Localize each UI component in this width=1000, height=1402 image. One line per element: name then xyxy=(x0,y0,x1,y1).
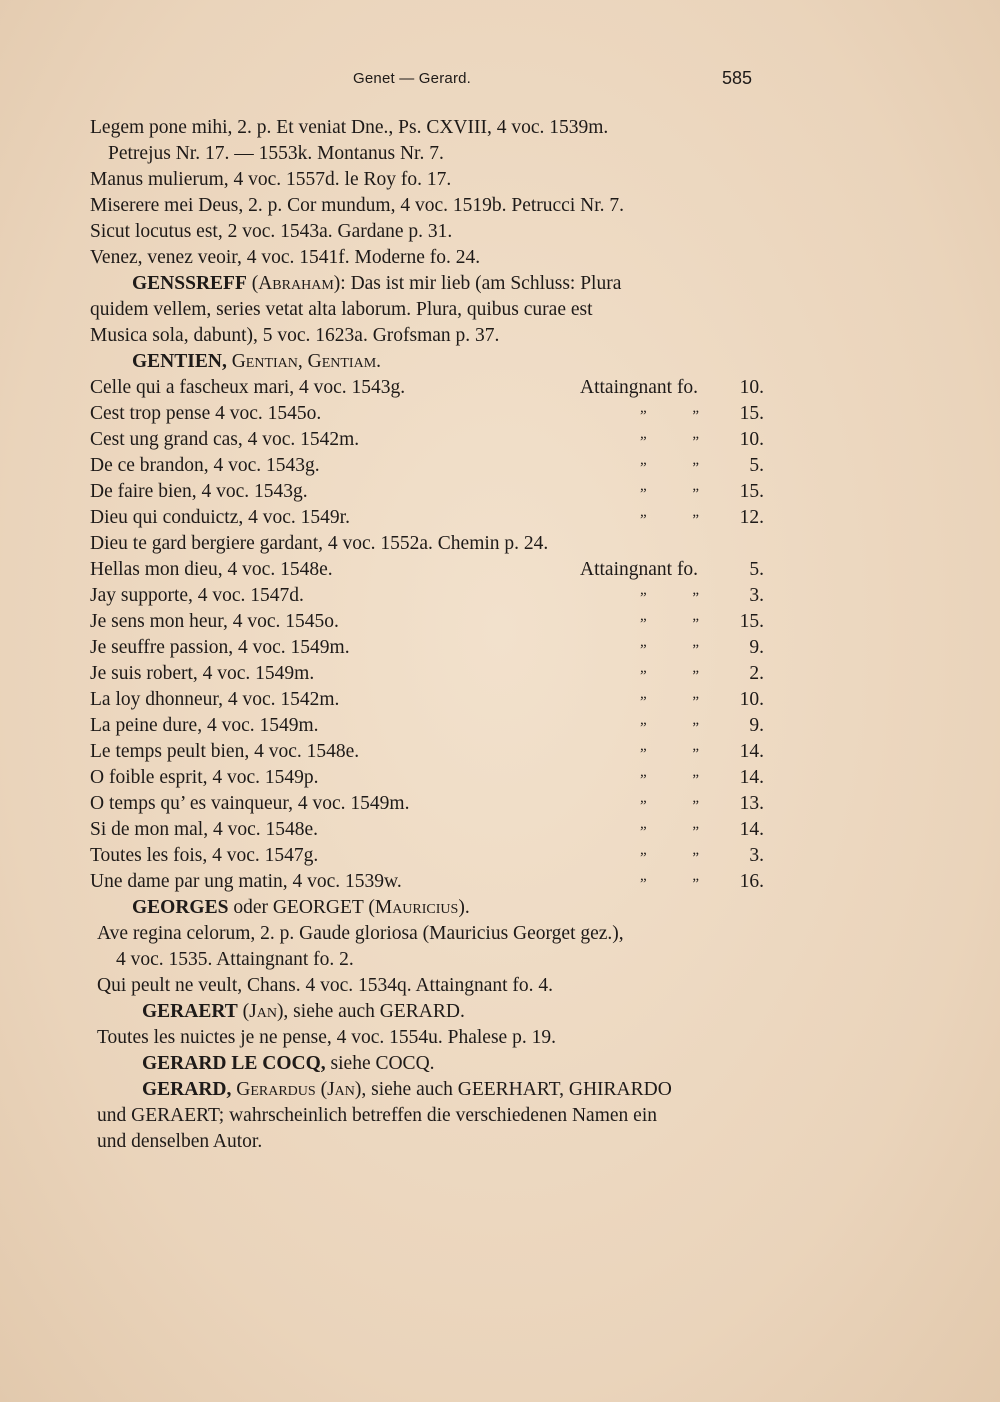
composer-entry-genssreff xyxy=(132,271,621,297)
entry-line: Musica sola, dabunt), 5 voc. 1623a. Grofsman p. 37. xyxy=(90,325,500,346)
work-title: Cest trop pense 4 voc. 1545o. xyxy=(90,403,322,424)
work-title: Je suis robert, 4 voc. 1549m. xyxy=(90,663,315,684)
work-title: O foible esprit, 4 voc. 1549p. xyxy=(90,767,319,788)
work-source: Attaingnant fo. xyxy=(580,377,699,398)
composer-first-name: (Abraham): xyxy=(251,273,346,294)
entry-line: Venez, venez veoir, 4 voc. 1541f. Moderne fo. 24. xyxy=(90,247,481,268)
work-title: Je seuffre passion, 4 voc. 1549m. xyxy=(90,637,350,658)
work-folio: 10. xyxy=(739,377,764,398)
entry-line: Ave regina celorum, 2. p. Gaude gloriosa (Mauricius Georget gez.), xyxy=(97,923,624,944)
work-folio: 5. xyxy=(749,559,764,580)
work-folio: 10. xyxy=(739,429,764,450)
composer-first-name: Jan xyxy=(249,1001,277,1022)
entry-line: und denselben Autor. xyxy=(97,1131,263,1152)
work-folio: 15. xyxy=(739,611,764,632)
work-folio: 12. xyxy=(739,507,764,528)
work-source: Attaingnant fo. xyxy=(580,559,699,580)
work-title: Le temps peult bien, 4 voc. 1548e. xyxy=(90,741,360,762)
work-title: Une dame par ung matin, 4 voc. 1539w. xyxy=(90,871,402,892)
composer-name: GEORGES xyxy=(132,897,229,918)
ditto-marks: ” ” xyxy=(640,616,700,632)
composer-entry-gentien xyxy=(132,349,381,375)
entry-line: Petrejus Nr. 17. — 1553k. Montanus Nr. 7. xyxy=(108,143,444,164)
work-title: Hellas mon dieu, 4 voc. 1548e. xyxy=(90,559,333,580)
composer-variants: Gentian, Gentiam. xyxy=(226,351,382,372)
composer-name: GERARD LE COCQ, xyxy=(142,1053,326,1074)
work-folio: 10. xyxy=(739,689,764,710)
work-title: La peine dure, 4 voc. 1549m. xyxy=(90,715,319,736)
ditto-marks: ” ” xyxy=(640,512,700,528)
ditto-marks: ” ” xyxy=(640,876,700,892)
composer-entry-georges xyxy=(132,895,470,921)
work-folio: 15. xyxy=(739,481,764,502)
entry-text: ), siehe auch GEERHART, GHIRARDO xyxy=(354,1079,672,1100)
entry-line: Sicut locutus est, 2 voc. 1543a. Gardane p. 31. xyxy=(90,221,453,242)
composer-first-name: Jan xyxy=(327,1079,355,1100)
entry-line: quidem vellem, series vetat alta laborum. Plura, quibus curae est xyxy=(90,299,593,320)
ditto-marks: ” ” xyxy=(640,460,700,476)
composer-name: GENSSREFF xyxy=(132,273,247,294)
entry-line: Toutes les nuictes je ne pense, 4 voc. 1554u. Phalese p. 19. xyxy=(97,1027,556,1048)
composer-entry-geraert: GERAERT (Jan), siehe auch GERARD. xyxy=(142,1001,465,1022)
work-folio: 15. xyxy=(739,403,764,424)
composer-entry-gerard-le-cocq xyxy=(142,1051,435,1077)
work-folio: 13. xyxy=(739,793,764,814)
work-folio: 14. xyxy=(739,741,764,762)
ditto-marks: ” ” xyxy=(640,772,700,788)
work-title: Dieu te gard bergiere gardant, 4 voc. 1552a. Chemin p. 24. xyxy=(90,533,549,554)
entry-text: ). xyxy=(458,897,470,918)
page-number: 585 xyxy=(722,68,753,88)
ditto-marks: ” ” xyxy=(640,824,700,840)
composer-name: GERAERT xyxy=(142,1001,238,1022)
work-folio: 9. xyxy=(749,637,764,658)
composer-first-name: Mauricius xyxy=(374,897,459,918)
ditto-marks: ” ” xyxy=(640,798,700,814)
work-title: Je sens mon heur, 4 voc. 1545o. xyxy=(90,611,339,632)
composer-entry-gerard: GERARD, Gerardus (Jan), siehe auch GEERHART, GHIRARDO xyxy=(142,1079,672,1100)
work-folio: 14. xyxy=(739,767,764,788)
ditto-marks: ” ” xyxy=(640,694,700,710)
entry-text: oder GEORGET ( xyxy=(228,897,375,918)
work-title: La loy dhonneur, 4 voc. 1542m. xyxy=(90,689,340,710)
ditto-marks: ” ” xyxy=(640,720,700,736)
composer-latin-name: Gerardus xyxy=(236,1079,316,1100)
ditto-marks: ” ” xyxy=(640,590,700,606)
ditto-marks: ” ” xyxy=(640,434,700,450)
work-folio: 3. xyxy=(749,845,764,866)
entry-line: Qui peult ne veult, Chans. 4 voc. 1534q. Attaingnant fo. 4. xyxy=(97,975,554,996)
work-title: Si de mon mal, 4 voc. 1548e. xyxy=(90,819,319,840)
entry-line: und GERAERT; wahrscheinlich betreffen die verschiedenen Namen ein xyxy=(97,1105,657,1126)
running-head: Genet — Gerard. xyxy=(353,70,472,87)
work-folio: 3. xyxy=(749,585,764,606)
composer-name: GENTIEN, xyxy=(132,351,227,372)
ditto-marks: ” ” xyxy=(640,850,700,866)
work-folio: 9. xyxy=(749,715,764,736)
entry-line: Legem pone mihi, 2. p. Et veniat Dne., Ps. CXVIII, 4 voc. 1539m. xyxy=(90,117,609,138)
composer-name: GERARD, xyxy=(142,1079,232,1100)
ditto-marks: ” ” xyxy=(640,668,700,684)
work-folio: 14. xyxy=(739,819,764,840)
ditto-marks: ” ” xyxy=(640,746,700,762)
entry-text: Das ist mir lieb (am Schluss: Plura xyxy=(345,273,622,294)
work-title: Celle qui a fascheux mari, 4 voc. 1543g. xyxy=(90,377,406,398)
entry-text: siehe COCQ. xyxy=(325,1053,435,1074)
ditto-marks: ” ” xyxy=(640,408,700,424)
ditto-marks: ” ” xyxy=(640,642,700,658)
work-folio: 5. xyxy=(749,455,764,476)
entry-text: ), siehe auch GERARD. xyxy=(276,1001,465,1022)
work-title: O temps qu’ es vainqueur, 4 voc. 1549m. xyxy=(90,793,410,814)
work-title: Dieu qui conduictz, 4 voc. 1549r. xyxy=(90,507,350,528)
work-title: De faire bien, 4 voc. 1543g. xyxy=(90,481,308,502)
work-folio: 16. xyxy=(739,871,764,892)
work-title: Toutes les fois, 4 voc. 1547g. xyxy=(90,845,319,866)
work-title: Jay supporte, 4 voc. 1547d. xyxy=(90,585,304,606)
entry-line: 4 voc. 1535. Attaingnant fo. 2. xyxy=(116,949,354,970)
work-title: De ce brandon, 4 voc. 1543g. xyxy=(90,455,320,476)
ditto-marks: ” ” xyxy=(640,486,700,502)
work-title: Cest ung grand cas, 4 voc. 1542m. xyxy=(90,429,360,450)
work-folio: 2. xyxy=(749,663,764,684)
entry-line: Miserere mei Deus, 2. p. Cor mundum, 4 voc. 1519b. Petrucci Nr. 7. xyxy=(90,195,624,216)
entry-line: Manus mulierum, 4 voc. 1557d. le Roy fo. 17. xyxy=(90,169,452,190)
